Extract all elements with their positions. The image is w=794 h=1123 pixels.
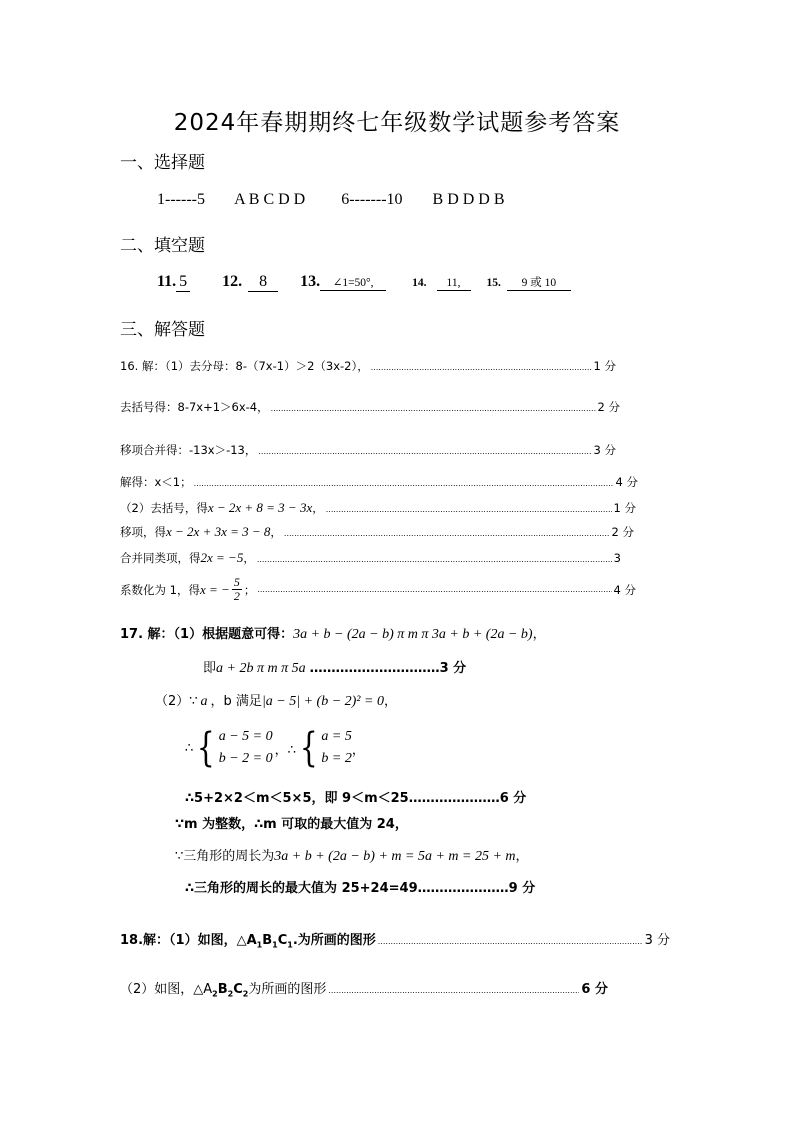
fraction-denominator: 2: [233, 589, 240, 603]
subscript: 2: [212, 989, 218, 999]
system-end-comma: ，: [351, 742, 365, 758]
q17-text-7a: ∵三角形的周长为: [175, 849, 275, 864]
system-separator: ，∴: [274, 742, 296, 758]
system-1: [193, 726, 272, 770]
q17-eq-7: 3a + b + (2a − b) + m = 5a + m = 25 + m: [274, 849, 516, 864]
fill-q13: 13.: [300, 273, 321, 290]
therefore-symbol: ∴: [185, 740, 194, 756]
subscript: 2: [227, 989, 234, 999]
fill-answers: [157, 273, 571, 292]
subscript: 1: [256, 940, 263, 950]
choice-range-1: 1------5: [157, 191, 205, 208]
q18-text-1g: .为所画的图形: [292, 933, 376, 948]
q16-text-7a: 合并同类项，得: [120, 551, 201, 565]
page-title: 2024年春期期终七年级数学试题参考答案: [173, 110, 621, 136]
q16-eq-6: x − 2x + 3x = 3 − 8: [166, 524, 271, 539]
choice-answers: [157, 191, 505, 209]
q16-fraction: [232, 576, 242, 603]
q16-score-3: 3 分: [593, 443, 616, 457]
leader-dots: [378, 937, 643, 946]
subscript: 2: [242, 989, 249, 999]
q17-text-1c: ，: [532, 627, 546, 642]
q16-text-6a: 移项，得: [120, 525, 166, 539]
q16-text-8a: 系数化为 1，得: [120, 582, 200, 597]
q17-eq-3: |a − 5| + (b − 2)² = 0: [261, 694, 384, 709]
section-choice-heading: 一、选择题: [120, 153, 205, 173]
q18-score-1: 3 分: [644, 933, 670, 948]
q17-score-2: …………………………3 分: [309, 661, 467, 676]
q17-text-1a: 17. 解：（1）根据题意可得：: [120, 627, 294, 642]
fill-a13: ∠1=50°,: [320, 277, 386, 291]
fill-a11: 5: [176, 273, 190, 292]
leader-dots: [326, 505, 612, 514]
q16-score-1: 1 分: [593, 359, 616, 373]
q17-systems: [185, 726, 365, 770]
q17-eq-1: 3a + b − (2a − b) π m π 3a + b + (2a − b): [293, 627, 533, 642]
q18-line-1: [120, 929, 670, 950]
q16-eq-5: x − 2x + 8 = 3 − 3x: [207, 500, 313, 515]
fill-a14: 11,: [437, 277, 471, 291]
leader-dots: [257, 585, 611, 594]
q16-text-4: 解得：x＜1；: [120, 475, 192, 489]
q18-line-2: [120, 978, 608, 999]
left-brace-icon: {: [197, 725, 215, 771]
q16-score-5: 1 分: [613, 501, 636, 515]
q16-line-6: [120, 524, 634, 540]
q17-text-3e: ，: [383, 694, 397, 709]
q18-text-1c: B: [262, 933, 273, 948]
q16-eq-7: 2x = −5: [200, 550, 244, 565]
leader-dots: [371, 363, 592, 372]
system-1-equations: [219, 726, 273, 770]
system-2: [296, 726, 352, 770]
system-2-eq-1: a = 5: [321, 729, 352, 744]
q17-text-2a: 即: [203, 661, 217, 676]
q16-text-1: 16. 解：（1）去分母：8-（7x-1）＞2（3x-2），: [120, 359, 369, 373]
q17-line-8: ∴三角形的周长的最大值为 25+24=49…………………9 分: [185, 881, 536, 896]
q18-text-2g: 为所画的图形: [248, 982, 327, 997]
leader-dots: [257, 555, 612, 564]
q18-text-2a: （2）如图，△A: [120, 982, 213, 997]
q18-text-1a: 18.解：（1）如图，△A: [120, 933, 257, 948]
q18-text-1: [120, 929, 376, 950]
q16-score-4: 4 分: [615, 475, 638, 489]
q16-text-3: 移项合并得：-13x＞-13，: [120, 443, 257, 457]
q16-text-6c: ，: [270, 525, 282, 539]
left-brace-icon: {: [299, 725, 318, 771]
system-2-eq-2: b = 2: [321, 751, 352, 766]
q16-score-7: 3: [613, 551, 621, 565]
q17-line-3: [155, 690, 397, 710]
q18-score-2: 6 分: [581, 982, 608, 997]
q16-line-2: [120, 399, 620, 415]
leader-dots: [258, 447, 591, 456]
q16-score-2: 2 分: [597, 400, 620, 414]
subscript: 1: [287, 940, 293, 950]
q16-line-4: [120, 474, 638, 490]
q17-line-6: ∵m 为整数，∴m 可取的最大值为 24，: [175, 817, 408, 832]
q17-line-2: [203, 657, 466, 677]
subscript: 1: [272, 940, 278, 950]
section-fill-heading: 二、填空题: [120, 236, 205, 256]
q17-text-3c: ，b 满足: [210, 694, 262, 709]
fill-q14: 14.: [412, 277, 427, 289]
leader-dots: [284, 529, 610, 538]
fill-q12: 12.: [222, 273, 243, 290]
q17-line-1: [120, 623, 546, 643]
q17-line-5: ∴5+2×2＜m＜5×5，即 9＜m＜25…………………6 分: [185, 791, 527, 806]
q17-text-7c: ，: [515, 849, 529, 864]
leader-dots: [194, 479, 614, 488]
q16-text-2: 去括号得：8-7x+1＞6x-4，: [120, 400, 269, 414]
q17-eq-2: a + 2b π m π 5a: [216, 661, 306, 676]
fill-q11: 11.: [157, 273, 177, 290]
q17-var-a: a: [200, 694, 208, 709]
system-2-equations: [321, 726, 351, 770]
leader-dots: [271, 404, 596, 413]
fill-q15: 15.: [486, 277, 501, 289]
section-solve-heading: 三、解答题: [120, 320, 205, 340]
leader-dots: [328, 986, 579, 995]
q16-score-8: 4 分: [613, 582, 636, 597]
q18-text-2: [120, 978, 326, 999]
q16-text-8c: ；: [243, 582, 256, 597]
q16-text-5c: ，: [312, 501, 324, 515]
q16-line-7: [120, 550, 621, 566]
q18-text-2c: B: [217, 982, 228, 997]
q16-line-3: [120, 442, 616, 458]
q16-line-8: [120, 576, 636, 603]
q16-eq-8: x = −: [199, 581, 230, 597]
choice-answers-2: B D D D B: [432, 191, 505, 208]
fill-a15: 9 或 10: [507, 277, 571, 291]
q16-text-7c: ，: [243, 551, 255, 565]
system-1-eq-1: a − 5 = 0: [218, 729, 273, 744]
q16-score-6: 2 分: [611, 525, 634, 539]
fraction-numerator: 5: [233, 575, 240, 589]
fill-a12: 8: [248, 273, 278, 292]
choice-answers-1: A B C D D: [234, 191, 306, 208]
q17-text-3a: （2）∵: [155, 694, 198, 709]
choice-range-2: 6-------10: [341, 191, 403, 208]
q18-text-1e: C: [277, 933, 288, 948]
q16-text-5a: （2）去括号，得: [120, 501, 208, 515]
q16-line-5: [120, 500, 636, 516]
q16-line-1: [120, 358, 616, 374]
q18-text-2e: C: [233, 982, 243, 997]
system-1-eq-2: b − 2 = 0: [218, 751, 273, 766]
q17-line-7: [175, 845, 529, 865]
